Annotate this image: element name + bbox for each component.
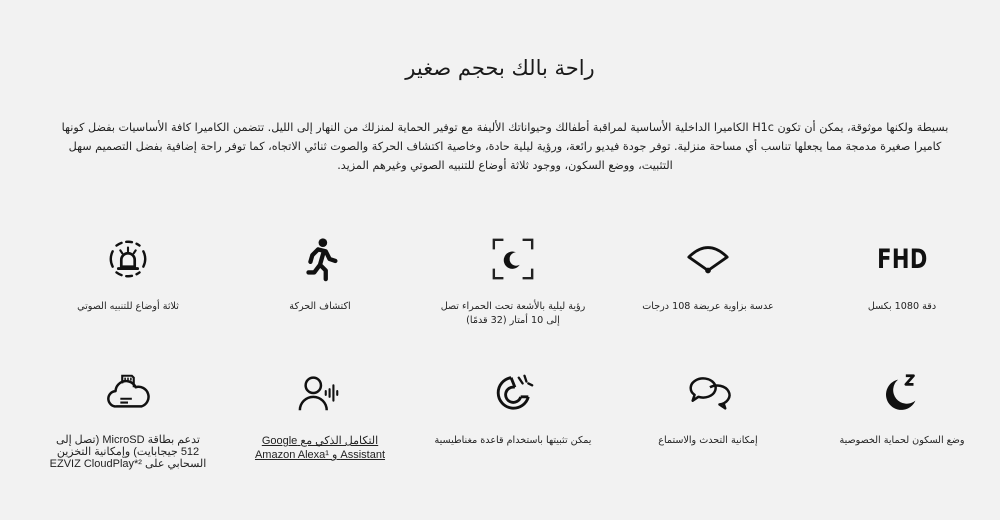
magnetic-mount-icon (488, 368, 538, 418)
feature-label: عدسة بزاوية عريضة 108 درجات (642, 301, 774, 312)
feature-label: رؤية ليلية بالأشعة تحت الحمراء تصل إلى 10 أمتار (32 قدمًا) (440, 301, 586, 326)
feature-label: يمكن تثبيتها باستخدام قاعدة مغناطيسية (434, 435, 592, 446)
cloud-sd-storage-icon (103, 368, 153, 418)
feature-voice-assistant (240, 368, 400, 462)
feature-label: دقة 1080 بكسل (867, 301, 937, 312)
two-way-talk-icon (683, 368, 733, 418)
feature-sleep-mode (822, 368, 982, 448)
section-title: راحة بالك بحجم صغير (405, 56, 595, 80)
alarm-siren-icon (103, 234, 153, 284)
night-vision-icon (488, 234, 538, 284)
feature-motion-detection (240, 234, 400, 314)
motion-detection-icon (295, 234, 345, 284)
section-description: بسيطة ولكنها موثوقة، يمكن أن تكون H1c الكاميرا الداخلية الأساسية لمراقبة أطفالك وحيواناتك الأليفة مع توفير الحماية لمنزلك من النهار إلى الليل. تتضمن الكاميرا كافة الأساسيات بفضل كونها كاميرا صغيرة مدمجة مما يجعلها تناسب أي مساحة منزلية. توفر جودة فيديو رائعة، ورؤية ليلية حادة، وخاصية اكتشاف الحركة والصوت ثنائي الاتجاه، كما توفر راحة إضافية بفضل التصميم سهل التثبيت، ووضع السكون، ووجود ثلاثة أوضاع للتنبيه الصوتي وغيرهم المزيد. (61, 121, 949, 172)
feature-label: إمكانية التحدث والاستماع (658, 435, 758, 446)
feature-label: ثلاثة أوضاع للتنبيه الصوتي (77, 301, 179, 312)
fhd-text-icon: FHD (876, 243, 928, 275)
feature-label: اكتشاف الحركة (289, 301, 351, 312)
feature-label: تدعم بطاقة MicroSD (تصل إلى 512 جيجابايت) وإمكانية التخزين السحابي على EZVIZ CloudPlay*² (49, 434, 207, 470)
voice-assistant-icon (295, 368, 345, 418)
feature-night-vision (433, 234, 593, 328)
feature-alarm (48, 234, 208, 314)
feature-fhd (822, 234, 982, 314)
feature-label: وضع السكون لحماية الخصوصية (839, 435, 965, 446)
feature-storage (48, 368, 208, 470)
feature-two-way-talk (628, 368, 788, 448)
feature-wide-angle (628, 234, 788, 314)
voice-assistant-link[interactable]: التكامل الذكي مع Google Assistant و Amazon Alexa¹ (254, 435, 386, 461)
wide-angle-lens-icon (683, 234, 733, 284)
sleep-mode-moon-icon (877, 368, 927, 418)
feature-magnetic-mount (433, 368, 593, 448)
